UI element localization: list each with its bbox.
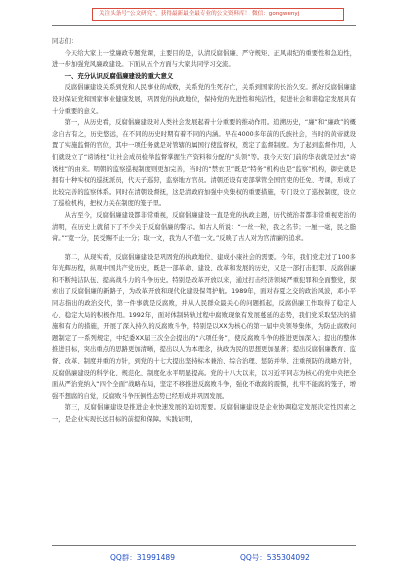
header-divider	[52, 25, 356, 26]
footer-divider	[52, 545, 356, 546]
top-banner: 关注头条号“公文研究”，获得最新最全最专业的公文资料库！ 微信：gongwenyj	[92, 8, 344, 21]
document-body	[52, 36, 356, 426]
opening-paragraph: 今天给大家上一堂廉政专题党课，主要目的是，认清反腐倡廉、严守规矩、正风肃纪的重要性和急迫性，进一步加强党风廉政建设。下面从五个方面与大家共同学习交流。	[52, 49, 356, 69]
body-paragraph: 第二，从现实看，反腐倡廉建设是巩固党的执政地位、建成小康社会的需要。今年，我们党走过了100多年光辉历程，纵观中国共产党历史，既是一部革命、建设、改革和发展的历史，又是一部打击犯罪、反腐倡廉和不断纯洁队伍、提高战斗力的斗争历史。特别是改革开放以来，通过打击经济领域严重犯罪和全面整党，探索出了反腐倡廉的新路子，为改革开放和现代化建设保驾护航。1989年，面对春夏之交的政治风波，邓小平同志指出的政治交代，第一件事就是反腐败，并从人民群众最关心的问题抓起，反腐倡廉工作取得了稳定人心、稳定大局的积极作用。1992年，面对体制转轨过程中腐败现象有发展蔓延的态势，我们党采取坚决的措施和有力的措施，开展了深入持久的反腐败斗争，特别是以XX为核心的第一届中央领导集体，为防止腐败问题制定了一系列规定，中纪委XX届三次全会提出的“六项任务”，使反腐败斗争的推进更加深入；提出的整体推进目标，突出重点的思路更加清晰，提出以人为本理念，执政为民的思想更加显著；提出反腐倡廉教育、监督、改革、制度并重的方针，到党的十七大提出坚持标本兼治、综合治理、惩防并举、注重预防的战略方针，反腐倡廉建设的科学化、规范化、制度化水平明显提高。党的十八大以来，以习近平同志为核心的党中央把全面从严治党纳入“四个全面”战略布局，坚定不移推进反腐败斗争，强化不敢腐的震慑，扎牢不能腐的笼子，增强不想腐的自觉，反腐败斗争压倒性态势已经形成并巩固发展。	[52, 253, 356, 400]
footer	[52, 551, 356, 565]
section-heading: 一、充分认识反腐倡廉建设的重大意义	[64, 71, 174, 80]
salutation: 同志们：	[52, 38, 78, 45]
body-paragraph: 从古至今，反腐倡廉建设都非常重视，反腐倡廉建设一直是党的执政主题，历代统治者都非常重视吏治的清明，在历史上就留下了不少关于反腐倡廉的警示。如古人所说：“一丝一粒，我之名节；一厘一毫，民之脂膏。”“宽一分，民受赐不止一分；取一文，我为人不值一文。”反映了古人对为官清廉的追求。	[52, 211, 356, 243]
qq-number-label: QQ号：535304092	[240, 553, 310, 562]
body-paragraph: 反腐倡廉建设关系到党和人民事业的成败，关系党的生死存亡，关系到国家的长治久安。抓好反腐倡廉建设对保证党和国家事业健康发展，巩固党的执政地位，保持党的先进性和纯洁性，促进社会和谐稳定发展具有十分重要的意义。	[52, 84, 356, 115]
body-paragraph: 第三，反腐倡廉建设是推进企业快速发展的迫切需要。反腐倡廉建设是企业协调稳定发展决定性因素之一，是企业实现长远目标的前提和保障。实践证明，	[52, 404, 356, 423]
qq-group-label: QQ群：31991489	[110, 553, 175, 562]
body-paragraph: 第一，从历史看，反腐倡廉建设对人类社会发展起着十分重要的推动作用。追溯历史，“廉”和“廉政”的概念自古有之，历史悠远，在不同的历史时期有着不同的内涵。早在4000多年前的氏族社会，当时的黄帝就设置了实施监督的官位，其中一项任务就是对管辖的属国行使监督权，奠定了监督制度。为了起到监督作用，人们就设立了“谤诱柱”让社会成员检举监督掌握生产资料和分配的“头领”等。我今天安门前的华表就是过去“谤诱柱”的由来。明朝的监察巡视制度则更加完善，当时的“禁衣卫”既是“特务”机构也是“监察”机构，御史就是拥有十种实权的巡抚派员，代天子巡狩，监察地方官员。清朝还设有吏部掌管全国官吏的任免、考课，形成了比较完善的监察体系。同时在清朝设督抚，这是清政府加强中央集权的重要措施，专门设立了巡按制度，设立了巡检机构，把权力关在制度的笼子里。	[52, 119, 356, 208]
